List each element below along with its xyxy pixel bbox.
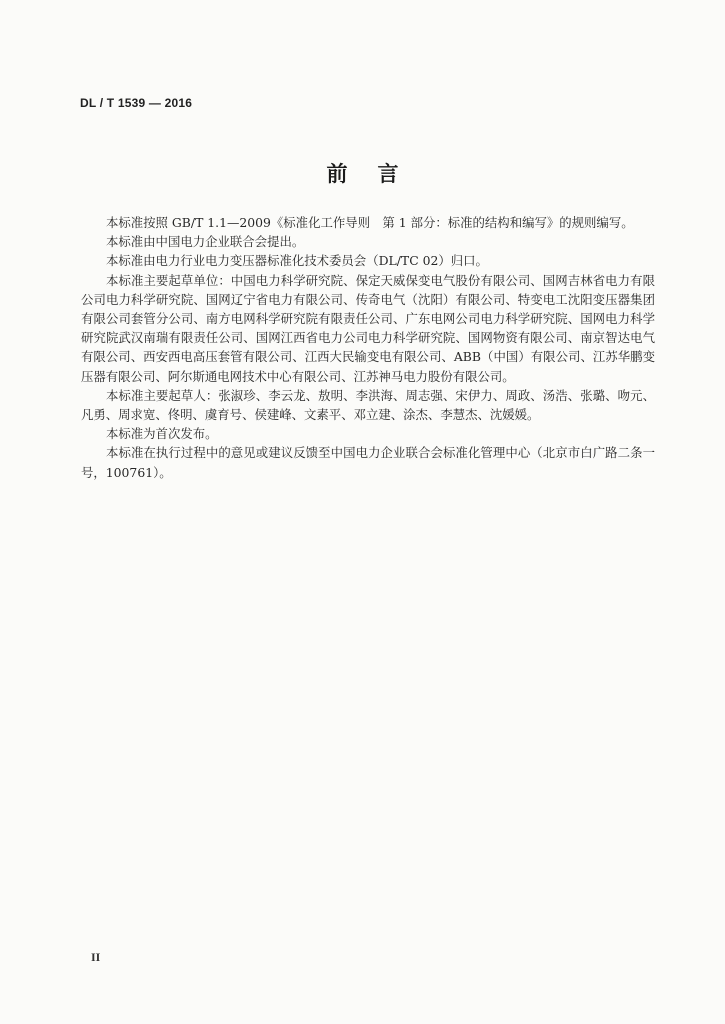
section-title: 前言 [326, 161, 429, 186]
paragraph-proposer: 本标准由中国电力企业联合会提出。 [106, 234, 305, 250]
standard-code-header: DL / T 1539 — 2016 [80, 96, 193, 110]
preface-body [81, 213, 655, 482]
paragraph-first-release: 本标准为首次发布。 [106, 426, 218, 442]
paragraph-feedback: 本标准在执行过程中的意见或建议反馈至中国电力企业联合会标准化管理中心（北京市白广路二条一号，100761）。 [81, 445, 655, 480]
paragraph-drafting-organizations: 本标准主要起草单位：中国电力科学研究院、保定天威保变电气股份有限公司、国网吉林省电力有限公司电力科学研究院、国网辽宁省电力有限公司、传奇电气（沈阳）有限公司、特变电工沈阳变压器集团有限公司套管分公司、南方电网科学研究院有限责任公司、广东电网公司电力科学研究院、国网电力科学研究院武汉南瑞有限责任公司、国网江西省电力公司电力科学研究院、国网物资有限公司、南京智达电气有限公司、西安西电高压套管有限公司、江西大民输变电有限公司、ABB（中国）有限公司、江苏华鹏变压器有限公司、阿尔斯通电网技术中心有限公司、江苏神马电力股份有限公司。 [81, 272, 655, 384]
paragraph-administrator: 本标准由电力行业电力变压器标准化技术委员会（DL/TC 02）归口。 [106, 253, 488, 269]
paragraph-drafters: 本标准主要起草人：张淑珍、李云龙、敖明、李洪海、周志强、宋伊力、周政、汤浩、张璐、吻元、凡勇、周求宽、佟明、虞育号、侯建峰、文素平、邓立建、涂杰、李慧杰、沈媛媛。 [81, 387, 655, 423]
page-number: II [91, 950, 101, 964]
paragraph-drafting-rules: 本标准按照 GB/T 1.1—2009《标准化工作导则 第 1 部分：标准的结构和编写》的规则编写。 [106, 215, 634, 230]
